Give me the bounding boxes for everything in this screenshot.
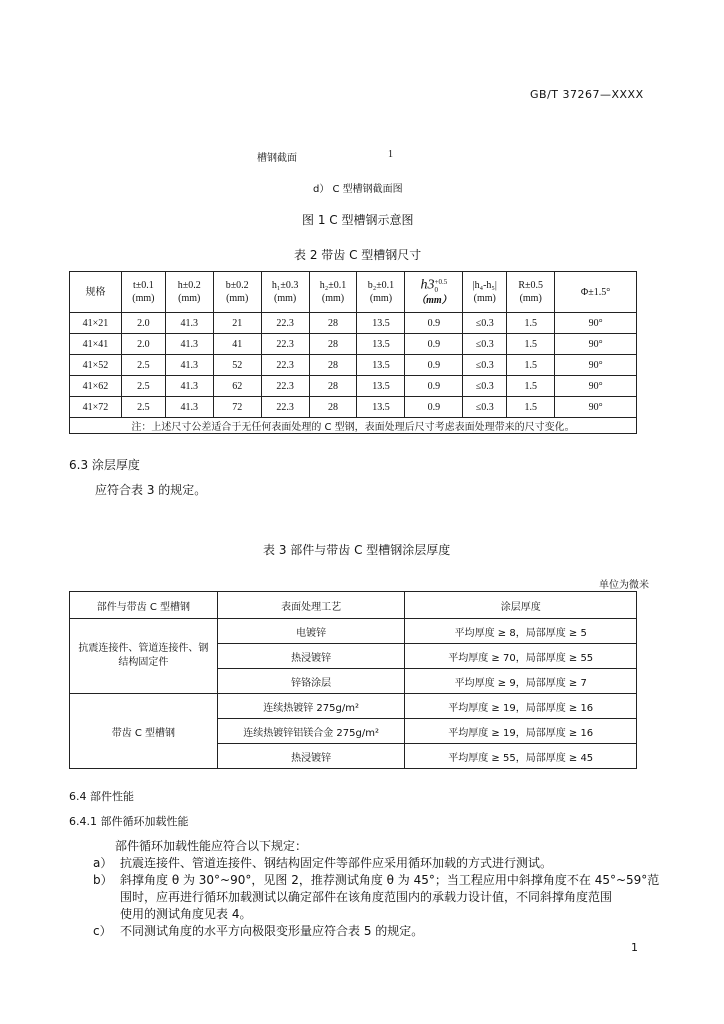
section-6-4-heading: 6.4 部件性能	[69, 790, 134, 803]
table3-group-cell: 带齿 C 型槽钢	[70, 694, 218, 769]
table-cell: 1.5	[507, 355, 555, 376]
table-cell: 90°	[555, 334, 637, 355]
table-cell: 41×21	[70, 313, 122, 334]
table-cell: 13.5	[357, 355, 405, 376]
table2	[69, 271, 637, 434]
figure-mark: 1	[388, 149, 393, 160]
table-cell: 锌铬涂层	[217, 669, 405, 694]
table-cell: 90°	[555, 376, 637, 397]
table-cell: 连续热镀锌铝镁合金 275g/m²	[217, 719, 405, 744]
table2-note-row	[70, 418, 637, 434]
table2-note: 注：上述尺寸公差适合于无任何表面处理的 C 型钢，表面处理后尺寸考虑表面处理带来的尺寸变化。	[70, 418, 637, 434]
section-6-4-1-heading: 6.4.1 部件循环加载性能	[69, 815, 189, 828]
list-item-label: b）	[93, 873, 113, 887]
figure-title: 图 1 C 型槽钢示意图	[302, 213, 414, 227]
table-row	[70, 397, 637, 418]
table-cell: 2.5	[121, 397, 165, 418]
table-cell: 2.0	[121, 334, 165, 355]
table-cell: 1.5	[507, 397, 555, 418]
table-cell: 连续热镀锌 275g/m²	[217, 694, 405, 719]
table-cell: 1.5	[507, 313, 555, 334]
table-cell: 平均厚度 ≥ 9，局部厚度 ≥ 7	[405, 669, 637, 694]
list-item-label: c）	[93, 924, 112, 938]
table-row	[70, 334, 637, 355]
table-cell: 28	[309, 355, 357, 376]
table-cell: 2.5	[121, 376, 165, 397]
table-cell: 22.3	[261, 334, 309, 355]
section-6-3-text: 应符合表 3 的规定。	[95, 483, 207, 497]
figure-label: 槽钢截面	[257, 153, 297, 164]
table-row	[70, 376, 637, 397]
table-cell: 0.9	[405, 376, 463, 397]
table2-header-cell: h±0.2 (mm)	[165, 272, 213, 313]
figure-subcaption: d） C 型槽钢截面图	[313, 184, 403, 195]
table-cell: 13.5	[357, 313, 405, 334]
table-cell: 22.3	[261, 355, 309, 376]
section-6-3-heading: 6.3 涂层厚度	[69, 458, 140, 472]
table3	[69, 591, 637, 769]
table-cell: 22.3	[261, 397, 309, 418]
table-cell: 41.3	[165, 334, 213, 355]
table-cell: 72	[213, 397, 261, 418]
table-cell: 平均厚度 ≥ 55，局部厚度 ≥ 45	[405, 744, 637, 769]
table-cell: 41×41	[70, 334, 122, 355]
table-cell: 平均厚度 ≥ 19，局部厚度 ≥ 16	[405, 694, 637, 719]
table2-title: 表 2 带齿 C 型槽钢尺寸	[294, 248, 422, 262]
table-cell: ≤0.3	[463, 397, 507, 418]
table-cell: 2.0	[121, 313, 165, 334]
table-row	[70, 355, 637, 376]
table3-header-cell: 表面处理工艺	[217, 592, 405, 619]
table-cell: 平均厚度 ≥ 19，局部厚度 ≥ 16	[405, 719, 637, 744]
table-row	[70, 313, 637, 334]
list-item: 不同测试角度的水平方向极限变形量应符合表 5 的规定。	[120, 924, 424, 938]
table-cell: 28	[309, 313, 357, 334]
table-cell: 28	[309, 397, 357, 418]
table2-header-cell: h3+0.5 0 （mm）	[405, 272, 463, 313]
table-cell: 0.9	[405, 397, 463, 418]
table-cell: 28	[309, 334, 357, 355]
table-cell: 52	[213, 355, 261, 376]
list-item-label: a）	[93, 856, 113, 870]
table-cell: 22.3	[261, 313, 309, 334]
section-6-4-1-intro: 部件循环加载性能应符合以下规定：	[115, 839, 308, 853]
table-cell: 90°	[555, 355, 637, 376]
list-item-continuation: 使用的测试角度见表 4。	[120, 907, 252, 921]
table-cell: 41×62	[70, 376, 122, 397]
table3-unit-label: 单位为微米	[599, 580, 649, 591]
table-cell: 热浸镀锌	[217, 644, 405, 669]
table2-header-cell: t±0.1 (mm)	[121, 272, 165, 313]
table-cell: 13.5	[357, 334, 405, 355]
table3-group-cell: 抗震连接件、管道连接件、钢结构固定件	[70, 619, 218, 694]
table-cell: 热浸镀锌	[217, 744, 405, 769]
table-cell: ≤0.3	[463, 334, 507, 355]
table-cell: ≤0.3	[463, 313, 507, 334]
table-cell: 0.9	[405, 313, 463, 334]
table-cell: 1.5	[507, 376, 555, 397]
table-cell: 90°	[555, 397, 637, 418]
table-cell: 2.5	[121, 355, 165, 376]
table2-header-cell: 规格	[70, 272, 122, 313]
table-cell: 41	[213, 334, 261, 355]
page-number: 1	[631, 941, 638, 954]
table-cell: 电镀锌	[217, 619, 405, 644]
table2-header-cell: h₂±0.1 (mm)	[309, 272, 357, 313]
table3-header-cell: 涂层厚度	[405, 592, 637, 619]
table2-header-cell: b₂±0.1 (mm)	[357, 272, 405, 313]
list-item: 抗震连接件、管道连接件、钢结构固定件等部件应采用循环加载的方式进行测试。	[120, 856, 553, 870]
table-cell: 41.3	[165, 355, 213, 376]
table-cell: 22.3	[261, 376, 309, 397]
table-cell: 1.5	[507, 334, 555, 355]
table-cell: 28	[309, 376, 357, 397]
table-cell: 41.3	[165, 397, 213, 418]
table3-title: 表 3 部件与带齿 C 型槽钢涂层厚度	[263, 543, 451, 557]
table2-header-cell: Φ±1.5°	[555, 272, 637, 313]
table-cell: 62	[213, 376, 261, 397]
table2-header-row	[70, 272, 637, 313]
standard-code: GB/T 37267—XXXX	[530, 88, 644, 101]
table-cell: ≤0.3	[463, 355, 507, 376]
table3-header-cell: 部件与带齿 C 型槽钢	[70, 592, 218, 619]
table-cell: 41.3	[165, 313, 213, 334]
table-cell: 41×72	[70, 397, 122, 418]
table2-header-cell: R±0.5 (mm)	[507, 272, 555, 313]
table-cell: 平均厚度 ≥ 8，局部厚度 ≥ 5	[405, 619, 637, 644]
table-row	[70, 694, 637, 719]
table-row	[70, 619, 637, 644]
table-cell: ≤0.3	[463, 376, 507, 397]
table2-header-cell: b±0.2 (mm)	[213, 272, 261, 313]
table-cell: 90°	[555, 313, 637, 334]
list-item-continuation: 围时，应再进行循环加载测试以确定部件在该角度范围内的承载力设计值，不同斜撑角度范围	[120, 890, 613, 904]
table-cell: 41.3	[165, 376, 213, 397]
table3-header-row	[70, 592, 637, 619]
table2-header-cell: h₁±0.3 (mm)	[261, 272, 309, 313]
table-cell: 41×52	[70, 355, 122, 376]
table-cell: 13.5	[357, 397, 405, 418]
table-cell: 0.9	[405, 355, 463, 376]
table-cell: 13.5	[357, 376, 405, 397]
table-cell: 21	[213, 313, 261, 334]
table-cell: 平均厚度 ≥ 70，局部厚度 ≥ 55	[405, 644, 637, 669]
list-item: 斜撑角度 θ 为 30°~90°，见图 2，推荐测试角度 θ 为 45°；当工程应用中斜撑角度不在 45°~59°范	[120, 873, 660, 887]
table-cell: 0.9	[405, 334, 463, 355]
table2-header-cell: |h₄-h₅| (mm)	[463, 272, 507, 313]
